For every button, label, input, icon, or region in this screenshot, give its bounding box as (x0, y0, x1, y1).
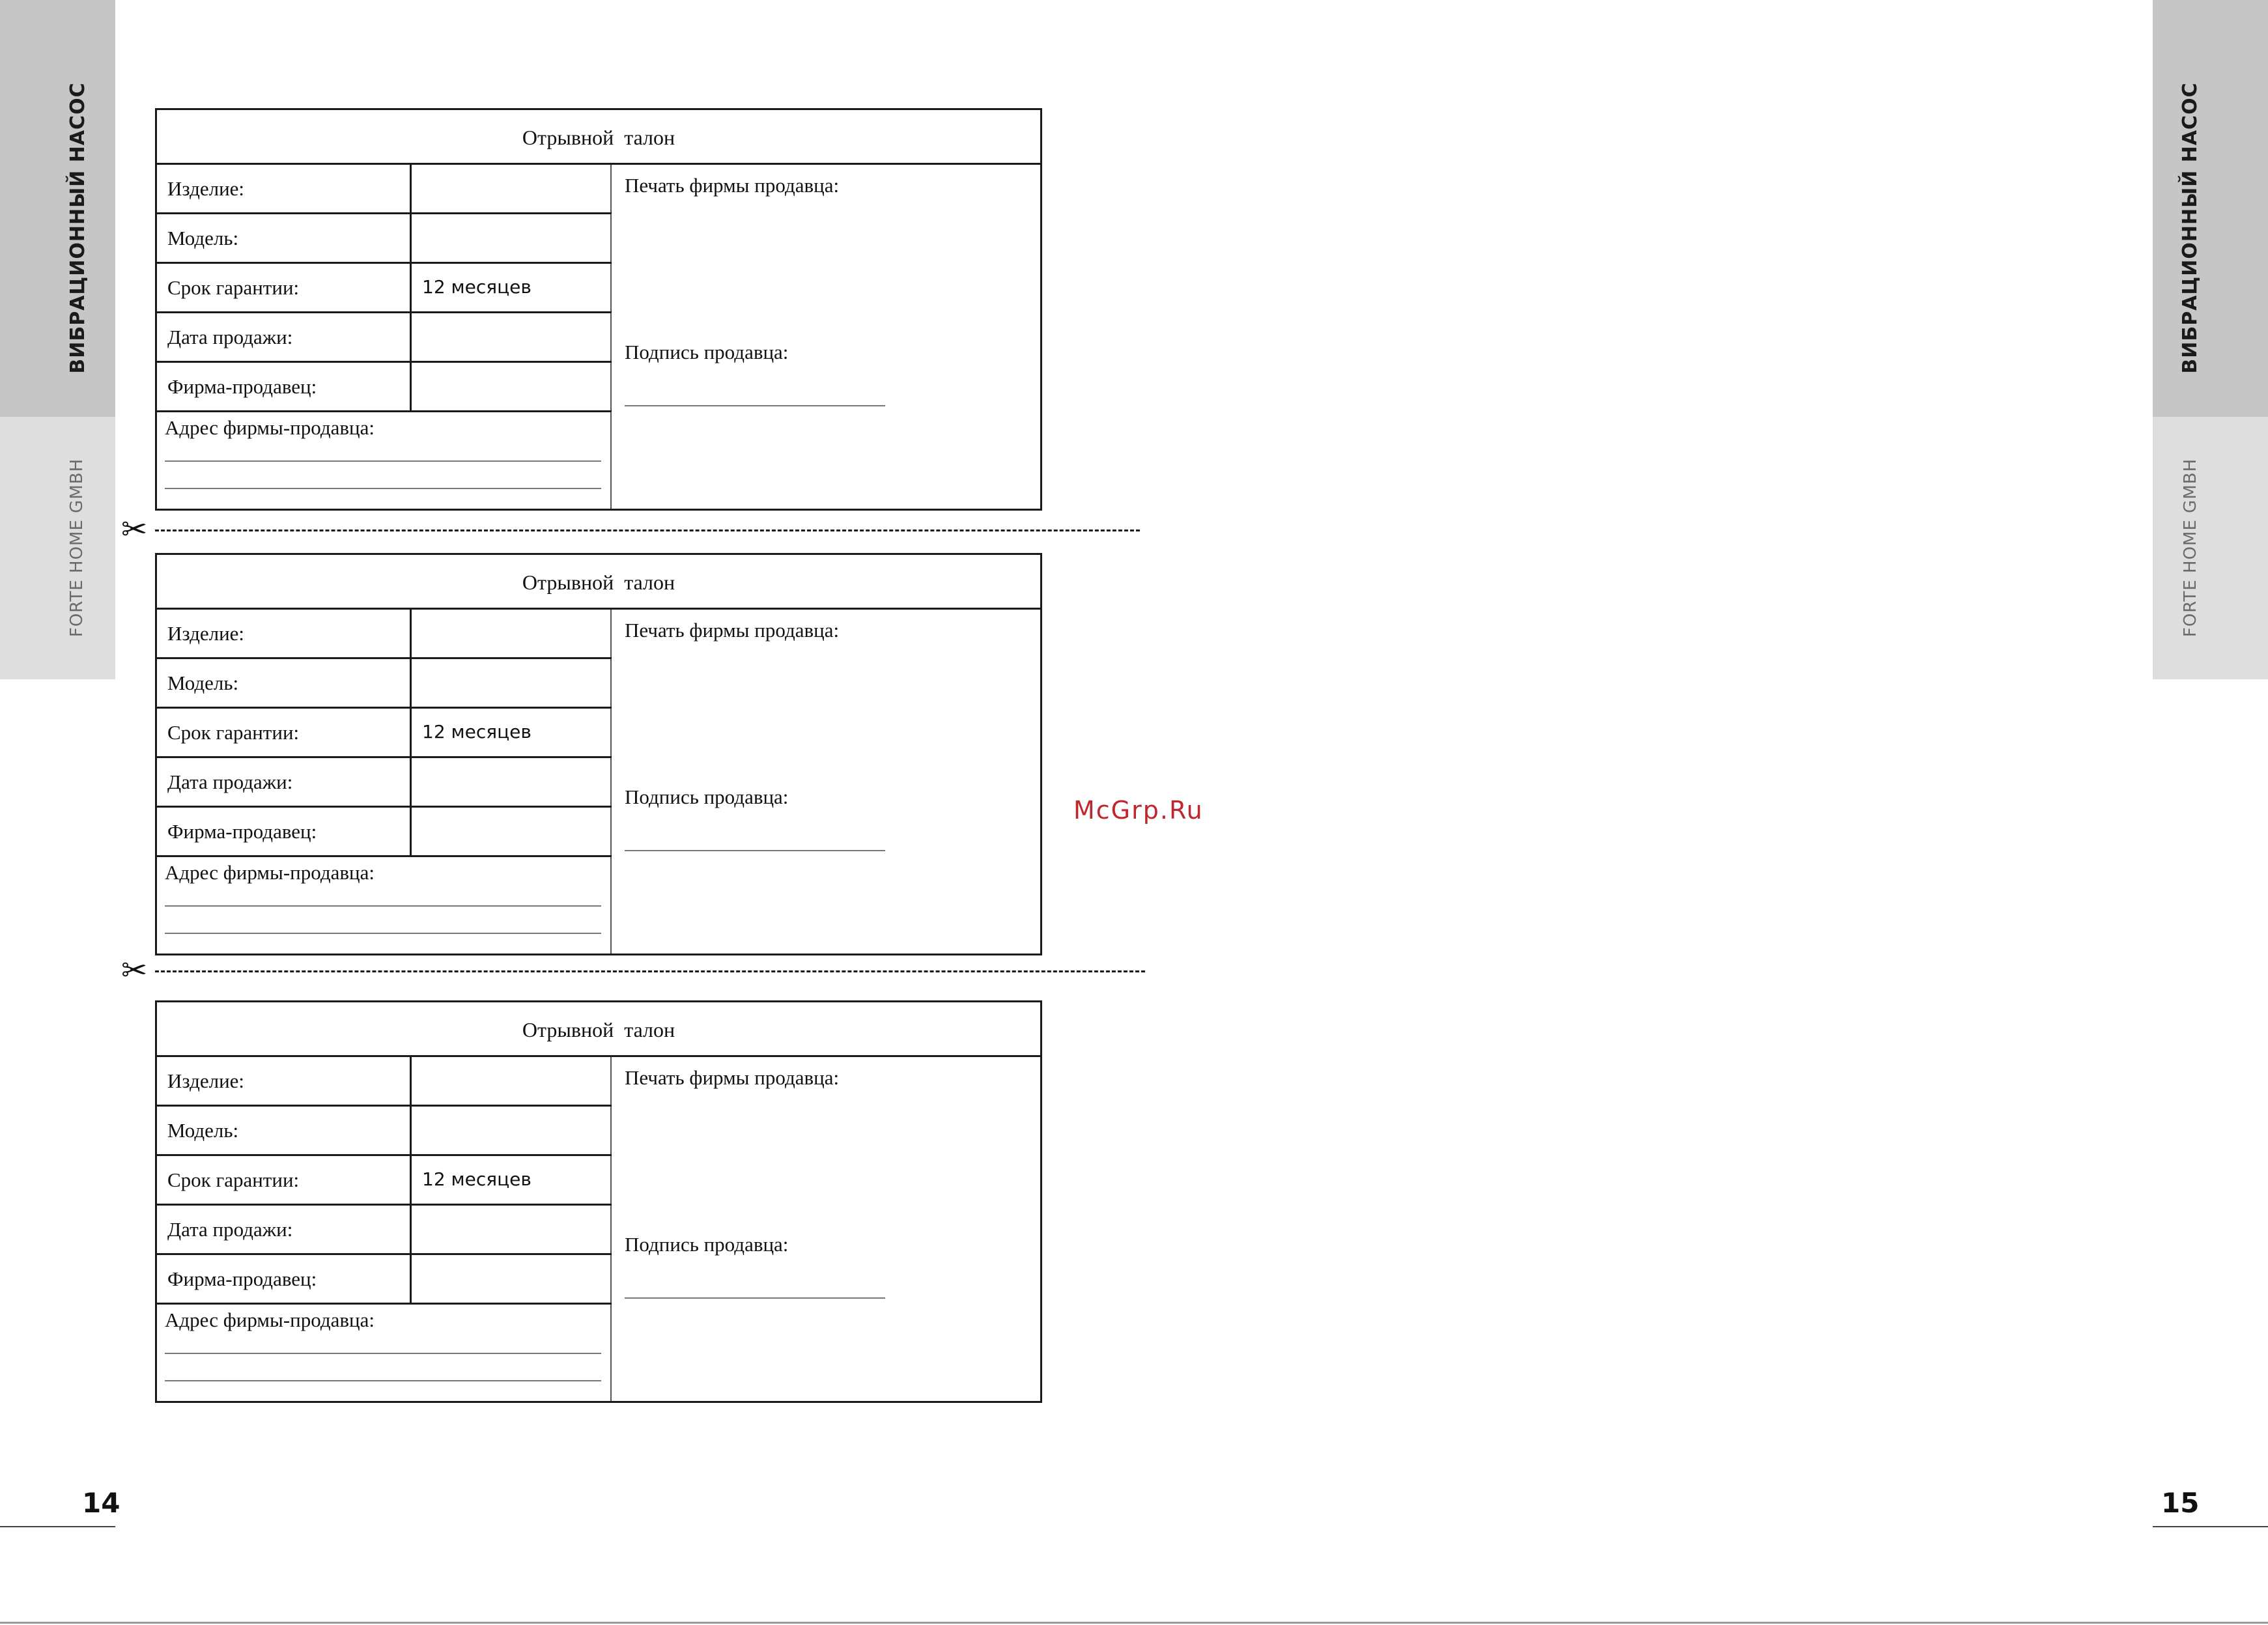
coupon-fields (157, 610, 612, 954)
address-label: Адрес фирмы-продавца: (165, 861, 375, 884)
right-sidebar-company-tab (2153, 417, 2268, 679)
left-sidebar-company-tab (0, 417, 115, 679)
field-product (157, 1057, 612, 1107)
signature-line (625, 850, 885, 851)
watermark: McGrp.Ru (1073, 796, 1204, 825)
signature-label: Подпись продавца: (625, 341, 789, 363)
stamp-label: Печать фирмы продавца: (625, 619, 840, 642)
field-label: Дата продажи: (167, 326, 293, 348)
field-value (410, 758, 612, 806)
signature-line (625, 405, 885, 406)
address-line (165, 1353, 601, 1354)
field-label: Изделие: (167, 1069, 245, 1092)
coupon-seller-block (612, 610, 1040, 954)
field-value (410, 610, 612, 657)
field-value (410, 214, 612, 262)
scissors-icon: ✂ (121, 952, 148, 989)
right-sidebar-title: ВИБРАЦИОННЫЙ НАСОС (2179, 82, 2202, 374)
right-page-number: 15 (2161, 1487, 2200, 1519)
field-value (410, 313, 612, 361)
field-sale-date (157, 313, 612, 363)
right-sidebar-title-tab (2153, 0, 2268, 417)
address-label: Адрес фирмы-продавца: (165, 416, 375, 439)
field-label: Дата продажи: (167, 770, 293, 793)
field-seller (157, 363, 612, 412)
field-value: 12 месяцев (410, 264, 612, 311)
field-warranty (157, 264, 612, 313)
tear-off-coupon (155, 553, 1042, 955)
field-sale-date (157, 758, 612, 808)
field-seller (157, 1255, 612, 1305)
coupon-fields (157, 165, 612, 509)
field-product (157, 165, 612, 214)
left-page-number: 14 (82, 1487, 120, 1519)
field-value: 12 месяцев (410, 1156, 612, 1204)
field-label: Фирма-продавец: (167, 375, 317, 398)
field-model (157, 214, 612, 264)
field-label: Срок гарантии: (167, 276, 300, 299)
field-value (410, 1057, 612, 1105)
coupon-seller-block (612, 165, 1040, 509)
field-value (410, 363, 612, 410)
field-value (410, 1107, 612, 1154)
address-line (165, 460, 601, 462)
field-warranty (157, 709, 612, 758)
field-label: Срок гарантии: (167, 1168, 300, 1191)
field-label: Модель: (167, 1119, 239, 1142)
left-sidebar-title-tab (0, 0, 115, 417)
field-value (410, 808, 612, 855)
field-label: Модель: (167, 227, 239, 249)
coupon-seller-block (612, 1057, 1040, 1401)
coupon-title: Отрывной талон (157, 1002, 1040, 1057)
field-label: Фирма-продавец: (167, 1267, 317, 1290)
address-line (165, 933, 601, 934)
tear-off-coupon (155, 108, 1042, 511)
signature-label: Подпись продавца: (625, 785, 789, 808)
tear-off-coupon (155, 1000, 1042, 1403)
right-page-rule (2153, 1526, 2268, 1527)
field-warranty (157, 1156, 612, 1206)
stamp-label: Печать фирмы продавца: (625, 174, 840, 197)
coupon-fields (157, 1057, 612, 1401)
field-product (157, 610, 612, 659)
signature-label: Подпись продавца: (625, 1233, 789, 1256)
stamp-label: Печать фирмы продавца: (625, 1066, 840, 1089)
field-label: Изделие: (167, 622, 245, 645)
field-label: Фирма-продавец: (167, 820, 317, 843)
address-line (165, 1380, 601, 1381)
field-value: 12 месяцев (410, 709, 612, 756)
coupon-title: Отрывной талон (157, 555, 1040, 610)
field-sale-date (157, 1206, 612, 1255)
address-label: Адрес фирмы-продавца: (165, 1308, 375, 1331)
address-line (165, 905, 601, 907)
left-page-rule (0, 1526, 115, 1527)
field-value (410, 1255, 612, 1303)
field-seller (157, 808, 612, 857)
field-label: Дата продажи: (167, 1218, 293, 1241)
left-sidebar-title: ВИБРАЦИОННЫЙ НАСОС (66, 82, 89, 374)
field-label: Модель: (167, 671, 239, 694)
coupon-title: Отрывной талон (157, 110, 1040, 165)
right-sidebar-company: FORTE HOME GMBH (2181, 458, 2200, 638)
field-value (410, 165, 612, 212)
field-value (410, 1206, 612, 1253)
field-model (157, 1107, 612, 1156)
field-value (410, 659, 612, 707)
cut-line (155, 970, 1145, 972)
address-line (165, 488, 601, 489)
scissors-icon: ✂ (121, 511, 148, 548)
field-label: Изделие: (167, 177, 245, 200)
signature-line (625, 1297, 885, 1299)
left-sidebar-company: FORTE HOME GMBH (67, 458, 87, 638)
bottom-rule (0, 1622, 2268, 1624)
field-label: Срок гарантии: (167, 721, 300, 744)
field-model (157, 659, 612, 709)
cut-line (155, 530, 1140, 531)
